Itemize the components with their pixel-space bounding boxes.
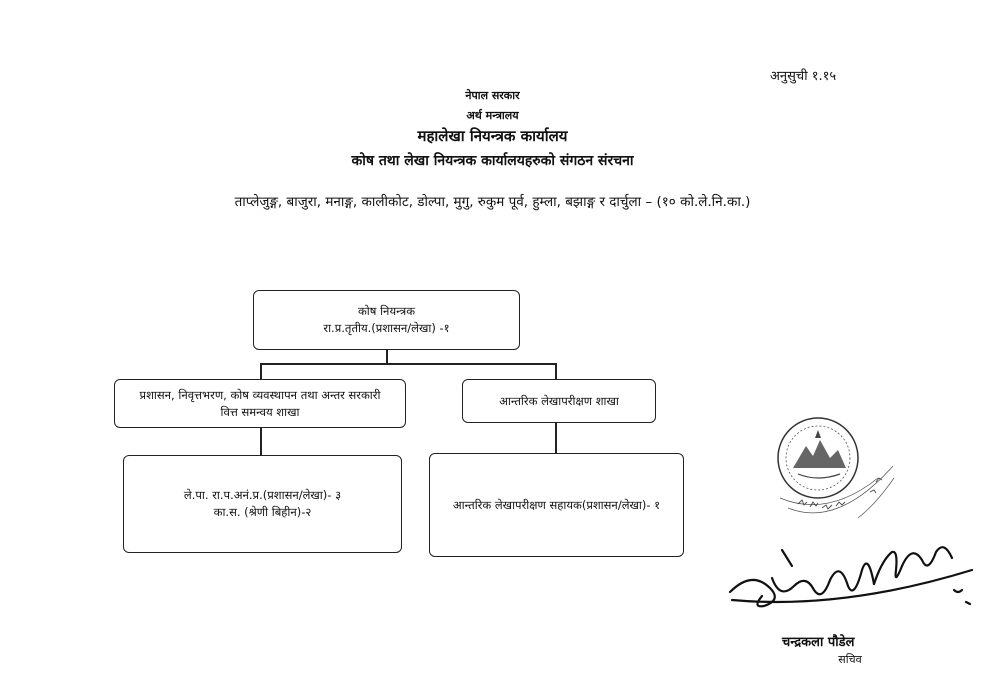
connector-left-drop	[260, 363, 262, 380]
office-title: महालेखा नियन्त्रक कार्यालय	[417, 127, 568, 145]
administration-staff-line1: ले.पा. रा.प.अनं.प्र.(प्रशासन/लेखा)- ३	[183, 488, 342, 503]
org-box-administration-staff	[123, 455, 402, 553]
internal-audit-staff-line1: आन्तरिक लेखापरीक्षण सहायक(प्रशासन/लेखा)- १	[452, 497, 661, 512]
signatory-name: चन्द्रकला पौडेल	[782, 635, 855, 650]
annex-label: अनुसुची १.१५	[770, 69, 837, 84]
administration-staff-line2: का.स. (श्रेणी बिहीन)-२	[213, 505, 312, 519]
fund-controller-post: रा.प्र.तृतीय.(प्रशासन/लेखा) -१	[323, 321, 450, 335]
signature-icon	[722, 530, 984, 640]
connector-right-lower	[555, 422, 557, 453]
fund-controller-title: कोष नियन्त्रक	[357, 304, 416, 319]
administration-branch-line1: प्रशासन, निवृत्तभरण, कोष व्यवस्थापन तथा अन्तर सरकारी	[139, 387, 381, 402]
org-box-fund-controller	[253, 290, 520, 350]
org-box-internal-audit-branch	[462, 379, 656, 423]
connector-right-drop	[555, 363, 557, 380]
document-subtitle: कोष तथा लेखा नियन्त्रक कार्यालयहरुको संगठन संरचना	[351, 153, 634, 169]
signatory-title: सचिव	[838, 653, 862, 666]
org-box-administration-branch	[114, 379, 406, 428]
connector-top-vertical	[386, 349, 388, 364]
connector-left-lower	[260, 427, 262, 455]
org-box-internal-audit-staff	[429, 453, 684, 557]
internal-audit-branch-name: आन्तरिक लेखापरीक्षण शाखा	[499, 393, 619, 408]
administration-branch-line2: वित्त समन्वय शाखा	[220, 404, 300, 419]
government-title: नेपाल सरकार	[465, 89, 520, 102]
district-list: ताप्लेजुङ्ग, बाजुरा, मनाङ्ग, कालीकोट, डोल्पा, मुगु, रुकुम पूर्व, हुम्ला, बझाङ्ग र दार्चुला – (१० को.ले.नि.का.)	[234, 194, 751, 210]
connector-horizontal	[260, 363, 556, 365]
ministry-title: अर्थ मन्त्रालय	[466, 109, 519, 122]
